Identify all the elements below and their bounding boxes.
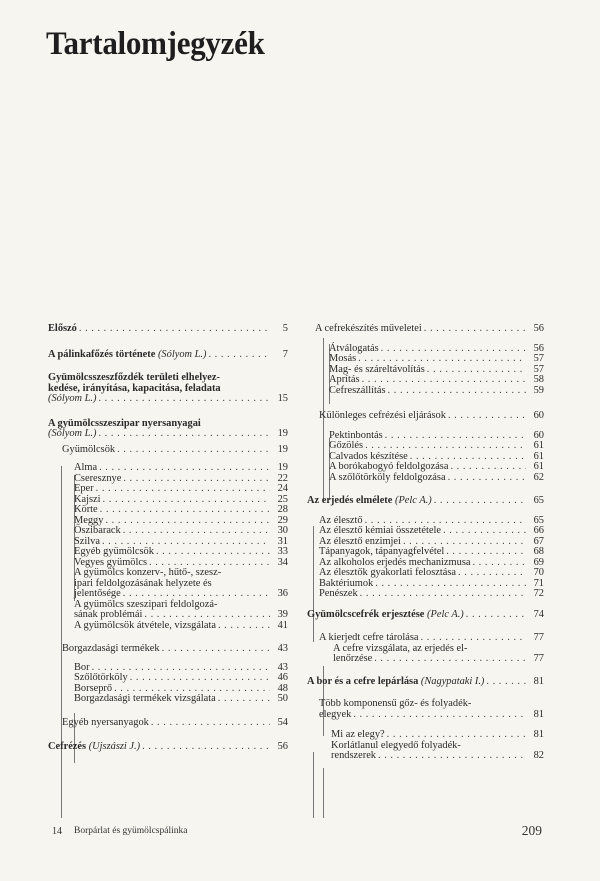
leader-dots [218,694,270,705]
page-number: 61 [533,440,544,451]
page-number-footer: 209 [521,823,542,838]
page-number: 74 [533,608,544,620]
page-number: 57 [533,353,544,364]
toc-entry[interactable] [329,441,544,452]
leader-dots [123,526,270,537]
page-number: 25 [277,493,288,505]
page-number: 29 [277,514,288,526]
leader-dots [388,386,526,397]
entry-label: A borókabogyó feldolgozása [329,461,449,472]
entry-label: Cefrézés [48,741,87,752]
page-number: 60 [533,410,544,421]
leader-dots [103,495,270,506]
leader-dots [434,496,526,507]
entry-label: Alma [74,462,98,473]
toc-entry[interactable] [74,673,288,684]
toc-entry[interactable] [48,373,288,405]
leader-dots [374,654,526,665]
entry-label: Szilva [74,535,100,547]
entry-author: (Pelc A.) [395,495,432,506]
entry-label: A gyümölcsök átvétele, vizsgálata [74,619,216,631]
leader-dots [142,742,270,753]
page-title: Tartalomjegyzék [46,26,265,62]
entry-label: jelentősége [74,588,121,599]
leader-dots [387,730,526,741]
toc-entry[interactable] [319,589,544,600]
page-number: 81 [533,708,544,720]
toc-right-column [307,320,544,762]
page-number: 46 [277,672,288,683]
leader-dots [79,324,270,335]
page-number: 24 [277,483,288,494]
entry-label: Őszibarack [74,525,121,536]
toc-entry[interactable] [74,495,288,506]
entry-label: Vegyes gyümölcs [74,556,148,568]
page-number: 31 [277,535,288,547]
leader-dots [446,547,526,558]
page-number: 56 [277,741,288,752]
leader-dots [96,484,270,495]
leader-dots [486,677,526,688]
toc-entry[interactable] [48,742,288,753]
toc-entry[interactable] [329,354,544,365]
toc-entry[interactable] [74,600,288,621]
toc-entry[interactable] [329,375,544,386]
page-number: 48 [277,682,288,694]
entry-label: elegyek [319,708,352,720]
entry-label: Pektinbontás [329,429,383,441]
page-number: 77 [533,632,544,643]
fruit-list [48,463,288,631]
leader-dots [466,610,526,621]
entry-label: A pálinkafőzés története [48,348,156,360]
page-number: 70 [533,567,544,578]
leader-dots [100,505,270,516]
toc-entry[interactable] [48,718,288,729]
leader-dots [450,462,526,473]
page-number: 72 [533,588,544,599]
operations-list [315,344,544,397]
toc-entry[interactable] [74,474,288,485]
leader-dots [130,673,270,684]
entry-label: Calvados készítése [329,450,408,462]
entry-label: Különleges cefrézési eljárások [319,410,446,421]
leader-dots [443,526,526,537]
page-number: 66 [533,525,544,536]
book-title: Borpárlat és gyümölcspálinka [74,826,188,836]
page-number: 65 [533,514,544,526]
toc-left-column [48,320,288,753]
toc-entry[interactable] [319,526,544,537]
entry-label: Az élesztők gyakorlati felosztása [319,567,457,578]
page-number: 41 [277,619,288,631]
leader-dots [117,445,270,456]
leader-dots [105,516,270,527]
page-number: 82 [533,750,544,761]
page-number: 61 [533,450,544,462]
toc-entry[interactable] [74,463,288,474]
page-number: 77 [533,653,544,664]
page-number: 30 [277,525,288,536]
entry-label: Átválogatás [329,342,379,354]
page-number: 81 [533,675,544,687]
entry-author: (Nagypataki I.) [420,675,485,687]
page-number: 19 [277,428,288,439]
toc-entry[interactable] [48,350,288,361]
leader-dots [448,473,526,484]
entry-label: Mag- és száreltávolítás [329,363,425,375]
entry-label: Az élesztő enzimjei [319,535,401,547]
divider-line [313,752,314,818]
page-number: 28 [277,504,288,515]
toc-entry[interactable] [74,526,288,537]
page-number: 19 [277,462,288,473]
toc-entry[interactable] [315,411,544,422]
leader-dots [151,718,270,729]
toc-entry[interactable] [48,324,288,335]
page-number: 34 [277,556,288,568]
page-number: 33 [277,546,288,557]
entry-label: Mosás [329,353,357,364]
entry-author: (Sólyom L.) [48,393,97,404]
entry-label: Mi az elegy? [331,729,385,740]
leader-dots [472,558,526,569]
page-number: 67 [533,535,544,547]
page-number: 19 [277,443,288,455]
entry-label: Egyéb nyersanyagok [62,716,149,728]
page-number: 7 [282,348,288,360]
toc-entry[interactable] [48,419,288,440]
leader-dots [353,710,526,721]
toc-entry[interactable] [315,699,544,720]
leader-dots [98,429,270,440]
page-number: 58 [533,374,544,385]
page-number: 50 [277,693,288,704]
entry-label: Borgazdasági termékek vizsgálata [74,693,216,704]
toc-entry[interactable] [74,621,288,632]
toc-entry[interactable] [319,568,544,579]
toc-entry[interactable] [74,547,288,558]
fermentation-list [315,516,544,600]
wine-list [48,663,288,705]
page-number: 56 [533,342,544,354]
entry-label: Aprítás [329,374,360,385]
toc-entry[interactable] [329,473,544,484]
special-procedures-list [315,431,544,484]
page-number: 5 [282,323,288,334]
entry-label: Korlátlanul elegyedő folyadék- [331,739,461,751]
toc-entry[interactable] [74,484,288,495]
page-number: 36 [277,588,288,599]
entry-label: Meggy [74,514,104,526]
entry-label: Az erjedés elmélete [307,495,393,506]
toc-entry[interactable] [319,547,544,558]
toc-entry[interactable] [329,344,544,355]
entry-label: rendszerek [331,750,376,761]
entry-label: Borseprő [74,682,113,694]
entry-label: Tápanyagok, tápanyagfelvétel [319,546,445,557]
entry-label: Körte [74,504,98,515]
page-number: 39 [277,609,288,620]
leader-dots [98,394,270,405]
toc-entry[interactable] [307,610,544,621]
toc-entry[interactable] [315,730,544,741]
entry-label: kedése, irányítása, kapacitása, feladata [48,382,221,394]
toc-entry[interactable] [329,365,544,376]
leader-dots [360,589,526,600]
page-number: 22 [277,472,288,484]
page-number: 61 [533,461,544,472]
entry-label: Penészek [319,588,358,599]
entry-label: Cefreszállítás [329,384,386,396]
entry-label: Kajszi [74,493,101,505]
toc-entry[interactable] [329,386,544,397]
entry-label: Eper [74,483,94,494]
page-number: 60 [533,429,544,441]
page-number: 62 [533,471,544,483]
toc-entry[interactable] [315,324,544,335]
divider-line [313,526,314,642]
toc-entry[interactable] [48,445,288,456]
toc-entry[interactable] [315,644,544,665]
entry-label: A bor és a cefre lepárlása [307,675,419,687]
entry-label: A cefrekészítés műveletei [315,323,422,334]
entry-label: Gyümölcsszeszfőzdék területi elhelyez- [48,372,220,383]
page-number: 15 [277,393,288,404]
leader-dots [144,610,270,621]
entry-label: Bor [74,661,90,673]
leader-dots [378,751,526,762]
divider-line [323,768,324,818]
entry-label: Borgazdasági termékek [62,643,160,654]
entry-label: Baktériumok [319,577,374,589]
leader-dots [385,431,526,442]
toc-entry[interactable] [307,496,544,507]
entry-label: A gyümölcs konzerv-, hűtő-, szesz- [74,567,222,578]
entry-label: Gyümölcscefrék erjesztése [307,608,425,620]
leader-dots [208,350,270,361]
entry-label: Az alkoholos erjedés mechanizmusa [319,556,471,568]
entry-label: Az élesztő kémiai összetétele [319,525,442,536]
entry-label: Több komponensű gőz- és folyadék- [319,698,472,709]
entry-label: lenőrzése [333,653,373,664]
toc-entry[interactable] [48,644,288,655]
entry-label: Gőzölés [329,440,364,451]
toc-entry[interactable] [74,694,288,705]
leader-dots [424,324,526,335]
page-number: 65 [533,495,544,506]
page-number: 43 [277,643,288,654]
leader-dots [448,411,526,422]
signature-mark: 14 [52,826,62,837]
entry-author: (Pelc A.) [427,608,464,620]
leader-dots [381,344,526,355]
leader-dots [375,579,526,590]
entry-label: Egyéb gyümölcsök [74,546,154,557]
entry-label: A szőlőtörköly feldolgozása [329,471,446,483]
entry-label: A cefre vizsgálata, az erjedés el- [333,642,468,654]
entry-label: ipari feldolgozásának helyzete és [74,577,212,589]
toc-entry[interactable] [74,505,288,516]
entry-label: Előszó [48,323,77,334]
entry-label: Szőlőtörköly [74,672,128,683]
toc-entry[interactable] [329,462,544,473]
leader-dots [362,375,526,386]
page-number: 54 [277,716,288,728]
leader-dots [123,589,270,600]
entry-label: A kierjedt cefre tárolása [319,632,419,643]
page-footer [52,823,542,838]
toc-entry[interactable] [315,741,544,762]
toc-entry[interactable] [74,568,288,600]
leader-dots [427,365,526,376]
entry-label: Gyümölcsök [62,443,116,455]
page-number: 68 [533,546,544,557]
entry-author: (Sólyom L.) [157,348,207,360]
page-number: 69 [533,556,544,568]
entry-label: Az élesztő [319,514,363,526]
page-number: 56 [533,323,544,334]
leader-dots [218,621,270,632]
leader-dots [123,474,270,485]
leader-dots [156,547,270,558]
leader-dots [162,644,270,655]
entry-label: A gyümölcs szeszipari feldolgozá- [74,598,218,610]
page-number: 71 [533,577,544,589]
leader-dots [358,354,526,365]
toc-entry[interactable] [307,677,544,688]
page-number: 43 [277,661,288,673]
leader-dots [99,463,270,474]
entry-label: sának problémái [74,609,143,620]
leader-dots [365,441,526,452]
entry-author: (Sólyom L.) [48,428,97,439]
leader-dots [458,568,526,579]
entry-author: (Ujszászi J.) [88,741,141,752]
page-number: 59 [533,384,544,396]
entry-label: Cseresznye [74,472,122,484]
toc-entry[interactable] [315,633,544,644]
page-number: 57 [533,363,544,375]
leader-dots [421,633,526,644]
page-number: 81 [533,729,544,740]
entry-label: A gyümölcsszeszipar nyersanyagai [48,417,201,429]
